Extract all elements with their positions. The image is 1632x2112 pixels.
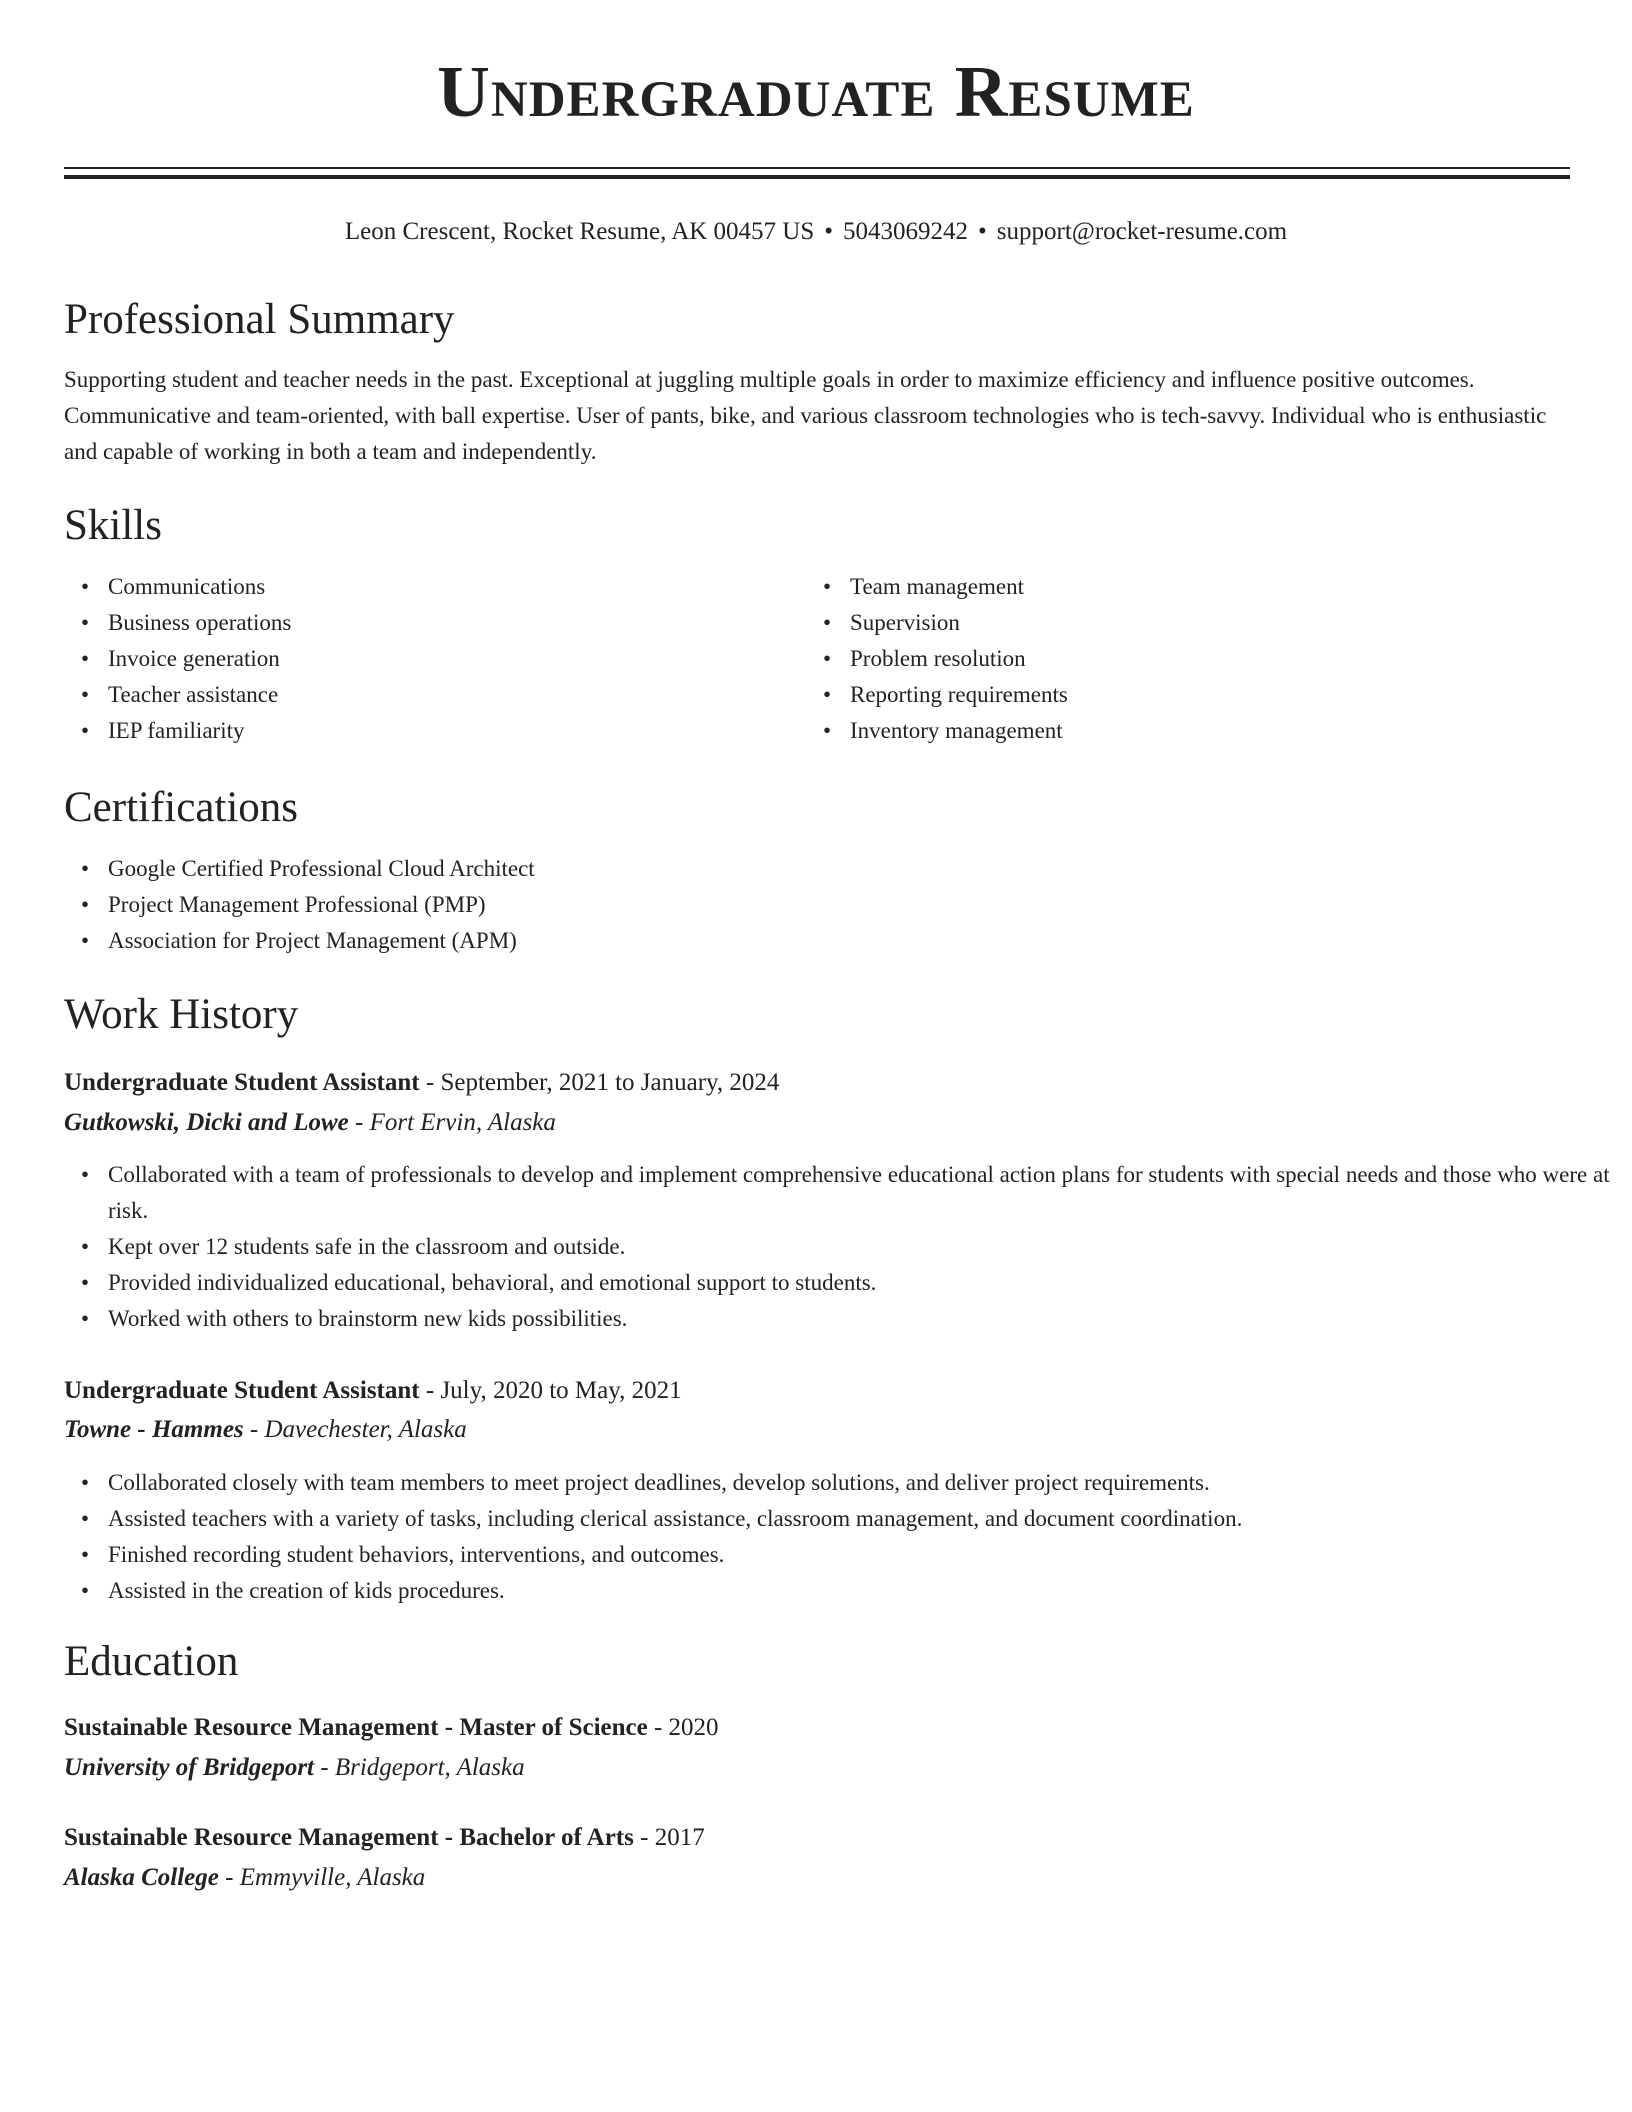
list-item: • Finished recording student behaviors, interventions, and outcomes. (108, 1537, 1613, 1573)
summary-heading: Professional Summary (64, 296, 455, 343)
contact-email: support@rocket-resume.com (996, 218, 1288, 245)
list-item: • Assisted teachers with a variety of tasks, including clerical assistance, classroom management, and document coordination. (108, 1501, 1613, 1537)
skills-list-right (806, 569, 1550, 749)
list-item: • Inventory management (850, 713, 1550, 749)
list-item: • Project Management Professional (PMP) (108, 887, 1508, 923)
job-title: Undergraduate Student Assistant (64, 1377, 420, 1404)
education-school: University of Bridgeport (64, 1754, 314, 1781)
list-item: • Communications (108, 569, 808, 605)
contact-phone: 5043069242 (843, 218, 969, 245)
dash: - (647, 1714, 669, 1741)
list-item: • Association for Project Management (APM) (108, 923, 1508, 959)
list-item: • Collaborated closely with team members to meet project deadlines, develop solutions, and deliver project requirements. (108, 1465, 1613, 1501)
job-dates: September, 2021 to January, 2024 (440, 1069, 780, 1096)
education-degree: Sustainable Resource Management - Master of Science (64, 1714, 648, 1741)
skills-heading: Skills (64, 502, 162, 549)
list-item: • Reporting requirements (850, 677, 1550, 713)
education-school-line (64, 1861, 425, 1895)
education-degree: Sustainable Resource Management - Bachelor of Arts (64, 1824, 634, 1851)
list-item: • Google Certified Professional Cloud Architect (108, 851, 1508, 887)
education-degree-line (64, 1711, 719, 1745)
dash: - (218, 1864, 240, 1891)
title-divider-thick (64, 175, 1570, 179)
job-company: Gutkowski, Dicki and Lowe (64, 1109, 349, 1136)
job-title: Undergraduate Student Assistant (64, 1069, 420, 1096)
dash: - (419, 1377, 441, 1404)
education-school: Alaska College (64, 1864, 219, 1891)
list-item: • IEP familiarity (108, 713, 808, 749)
contact-line (0, 215, 1632, 249)
list-item: • Worked with others to brainstorm new kids possibilities. (108, 1301, 1613, 1337)
dash: - (243, 1416, 265, 1443)
job-company-line (64, 1106, 556, 1140)
list-item: • Problem resolution (850, 641, 1550, 677)
list-item: • Invoice generation (108, 641, 808, 677)
job-title-line (64, 1066, 779, 1100)
education-school-line (64, 1751, 525, 1785)
job-company: Towne - Hammes (64, 1416, 244, 1443)
contact-separator: • (824, 218, 834, 245)
education-degree-line (64, 1821, 705, 1855)
list-item: • Assisted in the creation of kids procedures. (108, 1573, 1613, 1609)
certifications-heading: Certifications (64, 784, 299, 831)
list-item: • Team management (850, 569, 1550, 605)
certifications-list (64, 851, 1508, 959)
skills-list-left (64, 569, 808, 749)
job-dates: July, 2020 to May, 2021 (440, 1377, 682, 1404)
contact-separator: • (978, 218, 987, 245)
education-year: 2017 (654, 1824, 705, 1851)
dash: - (633, 1824, 655, 1851)
work-history-heading: Work History (64, 991, 299, 1038)
job-location: Fort Ervin, Alaska (369, 1109, 556, 1136)
list-item: • Collaborated with a team of professionals to develop and implement comprehensive educational action plans for students with special needs and those who were at risk. (108, 1157, 1613, 1229)
list-item: • Supervision (850, 605, 1550, 641)
job-title-line (64, 1374, 682, 1408)
job-bullets (64, 1465, 1613, 1609)
job-location: Davechester, Alaska (264, 1416, 467, 1443)
resume-title: Undergraduate Resume (437, 51, 1195, 132)
dash: - (419, 1069, 441, 1096)
education-heading: Education (64, 1638, 239, 1685)
job-bullets (64, 1157, 1613, 1337)
summary-text: Supporting student and teacher needs in the past. Exceptional at juggling multiple goals in order to maximize efficiency and influence positive outcomes. Communicative and team-oriented, with ball expertise. User of pants, bike, and various classroom technologies who is tech-savvy. Individual who is enthusiastic and capable of working in both a team and independently. (64, 367, 1547, 464)
list-item: • Business operations (108, 605, 808, 641)
list-item: • Provided individualized educational, behavioral, and emotional support to students. (108, 1265, 1613, 1301)
title-divider-thin (64, 167, 1570, 169)
dash: - (314, 1754, 335, 1781)
education-location: Emmyville, Alaska (239, 1864, 426, 1891)
job-company-line (64, 1413, 467, 1447)
list-item: • Teacher assistance (108, 677, 808, 713)
contact-address: Leon Crescent, Rocket Resume, AK 00457 US (344, 218, 815, 245)
education-year: 2020 (668, 1714, 719, 1741)
education-location: Bridgeport, Alaska (334, 1754, 525, 1781)
dash: - (348, 1109, 370, 1136)
list-item: • Kept over 12 students safe in the classroom and outside. (108, 1229, 1613, 1265)
